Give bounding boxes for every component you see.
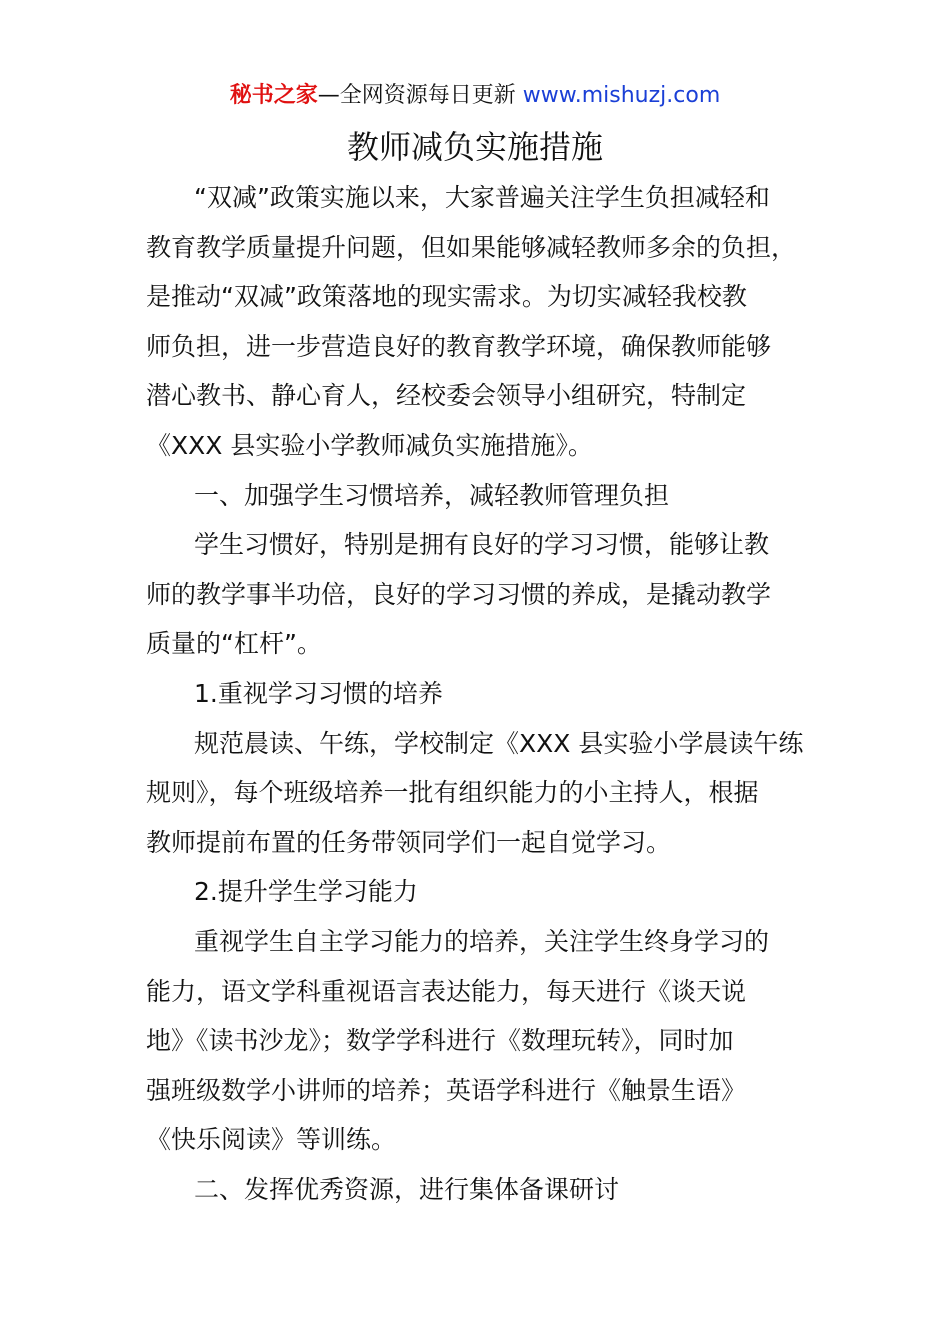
body-line: 潜心教书、静心育人，经校委会领导小组研究，特制定 bbox=[146, 381, 747, 411]
body-line: “双减”政策实施以来，大家普遍关注学生负担减轻和 bbox=[194, 183, 770, 212]
body-line: 重视学生自主学习能力的培养，关注学生终身学习的 bbox=[194, 926, 770, 956]
site-banner bbox=[0, 78, 950, 114]
document-title: 教师减负实施措施 bbox=[346, 128, 603, 166]
body-line: 强班级数学小讲师的培养；英语学科进行《触景生语》 bbox=[146, 1075, 747, 1105]
body-line: 能力，语文学科重视语言表达能力，每天进行《谈天说 bbox=[146, 976, 747, 1006]
body-line: 规则》，每个班级培养一批有组织能力的小主持人，根据 bbox=[146, 778, 759, 808]
section-heading: 二、发挥优秀资源，进行集体备课研讨 bbox=[194, 1174, 620, 1204]
body-line: 是推动“双减”政策落地的现实需求。为切实减轻我校教 bbox=[146, 282, 747, 312]
document-body bbox=[146, 173, 806, 1214]
section-heading: 一、加强学生习惯培养，减轻教师管理负担 bbox=[194, 480, 670, 510]
body-line: 地》《读书沙龙》；数学学科进行《数理玩转》，同时加 bbox=[146, 1026, 734, 1056]
body-line: 《快乐阅读》等训练。 bbox=[146, 1125, 397, 1155]
body-line: 师负担，进一步营造良好的教育教学环境，确保教师能够 bbox=[146, 331, 772, 361]
site-url-link[interactable]: www.mishuzj.com bbox=[522, 83, 721, 108]
subsection-heading: 1.重视学习习惯的培养 bbox=[194, 678, 443, 708]
body-line: 学生习惯好，特别是拥有良好的学习习惯，能够让教 bbox=[194, 530, 770, 560]
body-line: 师的教学事半功倍，良好的学习习惯的养成，是撬动教学 bbox=[146, 579, 772, 609]
banner-tagline: —全网资源每日更新 bbox=[317, 83, 523, 108]
body-line: 教师提前布置的任务带领同学们一起自觉学习。 bbox=[146, 827, 672, 857]
body-line: 质量的“杠杆”。 bbox=[146, 629, 322, 659]
brand-name: 秘书之家 bbox=[229, 83, 318, 108]
subsection-heading: 2.提升学生学习能力 bbox=[194, 877, 418, 907]
body-line: 规范晨读、午练，学校制定《XXX 县实验小学晨读午练 bbox=[194, 728, 804, 758]
body-line: 教育教学质量提升问题，但如果能够减轻教师多余的负担， bbox=[146, 232, 797, 262]
body-line: 《XXX 县实验小学教师减负实施措施》。 bbox=[146, 430, 593, 460]
